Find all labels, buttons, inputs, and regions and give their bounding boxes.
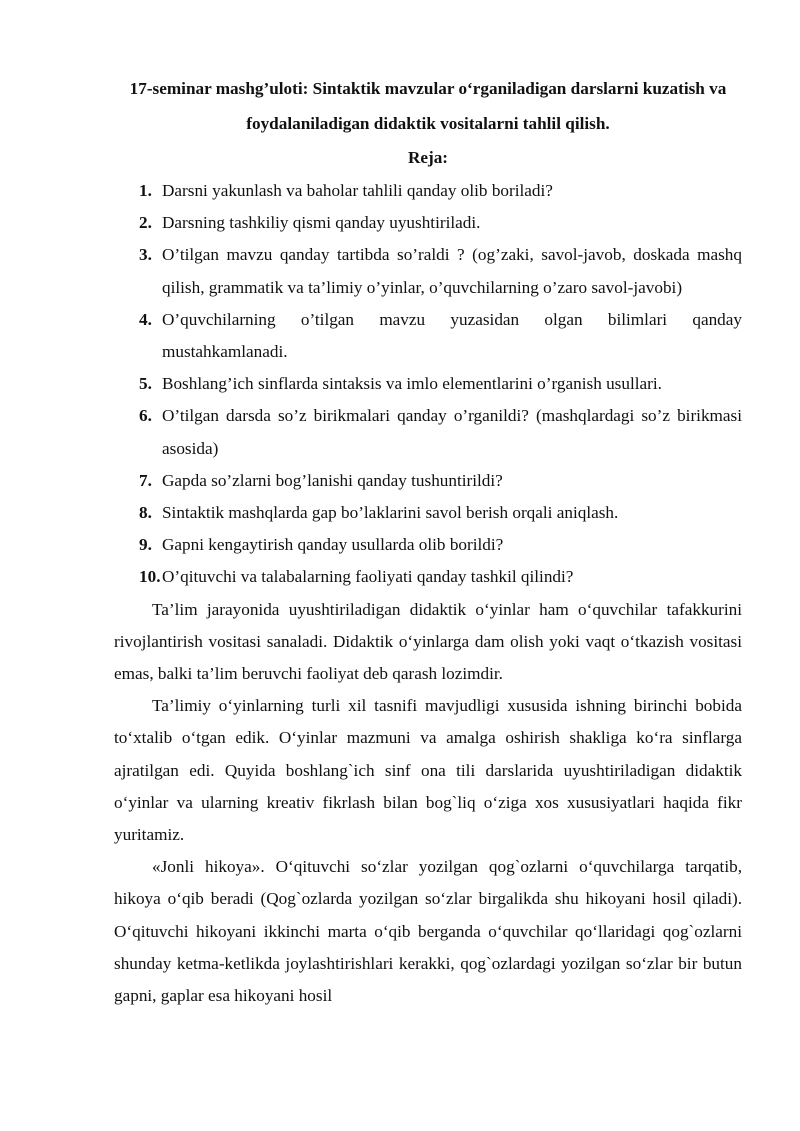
plan-item-number: 1.	[139, 181, 152, 200]
plan-item-number: 10.	[139, 567, 161, 587]
plan-item	[114, 465, 742, 497]
plan-item-text: Gapda so’zlarni bog’lanishi qanday tushuntirildi?	[162, 470, 503, 490]
plan-item-text: O’tilgan mavzu qanday tartibda so’raldi ? (og’zaki, savol-javob, doskada mashq qilish, grammatik va ta’limiy o’yinlar, o’quvchilarning o’zaro savol-javobi)	[162, 245, 742, 297]
plan-item-text: Gapni kengaytirish qanday usullarda olib borildi?	[162, 535, 504, 555]
plan-item	[114, 175, 742, 207]
body-paragraph: Ta’limiy o‘yinlarning turli xil tasnifi mavjudligi xususida ishning birinchi bobida to‘xtalib o‘tgan edik. O‘yinlar mazmuni va amalga oshirish shakliga ko‘ra sinflarga ajratilgan edi. Quyida boshlang`ich sinf ona tili darslarida uyushtiriladigan didaktik o‘yinlar va ularning kreativ fikrlash bilan bog`liq o‘ziga xos xususiyatlari haqida fikr yuritamiz.	[114, 696, 742, 845]
plan-item-number: 7.	[139, 470, 152, 490]
plan-item-number: 3.	[139, 245, 152, 265]
body-paragraph: «Jonli hikoya». O‘qituvchi so‘zlar yozilgan qog`ozlarni o‘quvchilarga tarqatib, hikoya o‘qib beradi (Qog`ozlarda yozilgan so‘zlar birgalikda shu hikoyani hosil qiladi). O‘qituvchi hikoyani ikkinchi marta o‘qib berganda o‘quvchilar qo‘llaridagi qog`ozlarni shunday ketma-ketlikda joylashtirishlari kerakki, qog`ozlardagi yozilgan so‘zlar bir butun gapni, gaplar esa hikoyani hosil	[114, 857, 742, 1006]
plan-item-text: Darsning tashkiliy qismi qanday uyushtiriladi.	[162, 213, 481, 233]
plan-item-text: O’qituvchi va talabalarning faoliyati qanday tashkil qilindi?	[162, 567, 574, 587]
plan-item	[114, 561, 742, 593]
plan-item-number: 8.	[139, 503, 152, 523]
plan-item-number: 5.	[139, 374, 152, 394]
plan-item-text: Sintaktik mashqlarda gap bo’laklarini savol berish orqali aniqlash.	[162, 503, 619, 523]
plan-item	[114, 368, 742, 400]
plan-item-text: O’tilgan darsda so’z birikmalari qanday o’rganildi? (mashqlardagi so’z birikmasi asosida)	[162, 406, 742, 458]
plan-item	[114, 529, 742, 561]
plan-item-number: 4.	[139, 309, 152, 329]
plan-item	[114, 239, 742, 303]
plan-item	[114, 207, 742, 239]
plan-item-text: Boshlang’ich sinflarda sintaksis va imlo elementlarini o’rganish usullari.	[162, 374, 662, 394]
plan-heading: Reja:	[407, 148, 449, 167]
plan-item-number: 2.	[139, 213, 152, 233]
plan-item-number: 9.	[139, 535, 152, 555]
document-page	[114, 72, 742, 1012]
plan-item	[114, 497, 742, 529]
body-paragraph: Ta’lim jarayonida uyushtiriladigan didaktik o‘yinlar ham o‘quvchilar tafakkurini rivojlantirish vositasi sanaladi. Didaktik o‘yinlarga dam olish yoki vaqt o‘tkazish vositasi emas, balki ta’lim beruvchi faoliyat deb qarash lozimdir.	[114, 599, 742, 684]
document-title: 17-seminar mashg’uloti: Sintaktik mavzular o‘rganiladigan darslarni kuzatish va foydalaniladigan didaktik vositalarni tahlil qilish.	[129, 79, 727, 133]
plan-item-text: O’quvchilarning o’tilgan mavzu yuzasidan olgan bilimlari qanday mustahkamlanadi.	[162, 309, 742, 362]
plan-list	[114, 175, 742, 594]
plan-item-text: Darsni yakunlash va baholar tahlili qanday olib boriladi?	[162, 181, 553, 200]
plan-item	[114, 304, 742, 368]
plan-item	[114, 400, 742, 464]
plan-item-number: 6.	[139, 406, 152, 426]
